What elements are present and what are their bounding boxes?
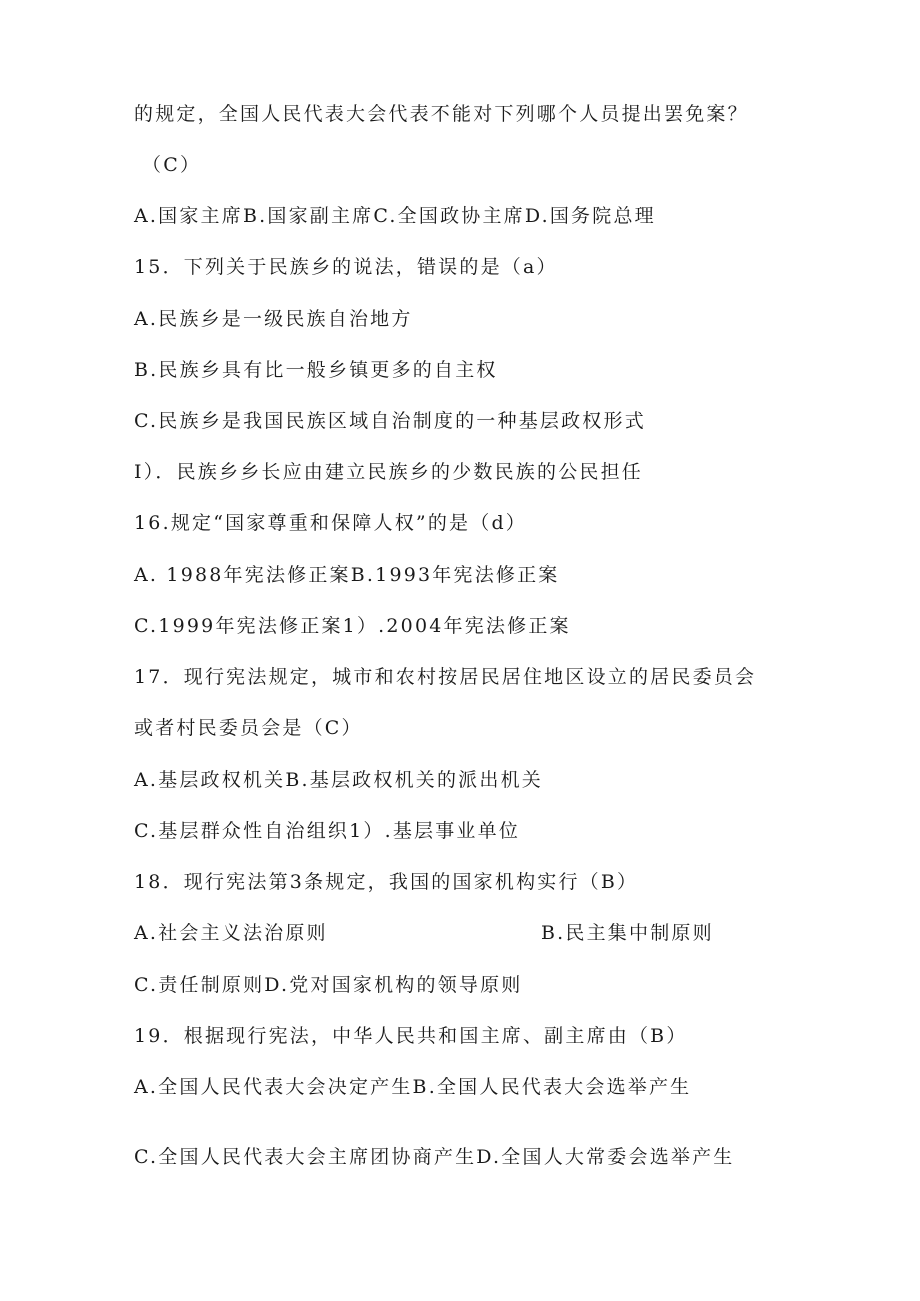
question-17-stem: 17．现行宪法规定，城市和农村按居民居住地区设立的居民委员会 bbox=[134, 666, 757, 688]
question-14-answer: （C） bbox=[142, 154, 202, 176]
question-14-options: A.国家主席B.国家副主席C.全国政协主席D.国务院总理 bbox=[134, 205, 656, 227]
question-17-options-ab: A.基层政权机关B.基层政权机关的派出机关 bbox=[134, 769, 543, 791]
question-19-stem: 19．根据现行宪法，中华人民共和国主席、副主席由（B） bbox=[134, 1025, 688, 1047]
question-19-options-cd: C.全国人民代表大会主席团协商产生D.全国人大常委会选举产生 bbox=[134, 1146, 735, 1168]
question-18-options-cd: C.责任制原则D.党对国家机构的领导原则 bbox=[134, 974, 523, 996]
question-16-options-ab: A. 1988年宪法修正案B.1993年宪法修正案 bbox=[134, 564, 560, 586]
question-15-option-c: C.民族乡是我国民族区域自治制度的一种基层政权形式 bbox=[134, 410, 646, 432]
question-17-options-cd: C.基层群众性自治组织1）.基层事业单位 bbox=[134, 820, 521, 842]
question-17-stem-continued: 或者村民委员会是（C） bbox=[134, 717, 363, 739]
question-16-stem: 16.规定“国家尊重和保障人权”的是（d） bbox=[134, 512, 528, 534]
question-19-options-ab: A.全国人民代表大会决定产生B.全国人民代表大会选举产生 bbox=[134, 1076, 692, 1098]
question-15-option-b: B.民族乡具有比一般乡镇更多的自主权 bbox=[134, 359, 498, 381]
question-15-option-a: A.民族乡是一级民族自治地方 bbox=[134, 308, 413, 330]
question-18-option-b: B.民主集中制原则 bbox=[541, 922, 714, 944]
question-18-option-a: A.社会主义法治原则 bbox=[134, 922, 328, 944]
question-16-options-cd: C.1999年宪法修正案1）.2004年宪法修正案 bbox=[134, 615, 571, 637]
question-14-stem-continued: 的规定，全国人民代表大会代表不能对下列哪个人员提出罢免案？ bbox=[134, 103, 749, 125]
question-18-stem: 18．现行宪法第3条规定，我国的国家机构实行（B） bbox=[134, 871, 639, 893]
question-15-option-d: I）．民族乡乡长应由建立民族乡的少数民族的公民担任 bbox=[134, 461, 644, 483]
question-15-stem: 15．下列关于民族乡的说法，错误的是（a） bbox=[134, 256, 558, 278]
